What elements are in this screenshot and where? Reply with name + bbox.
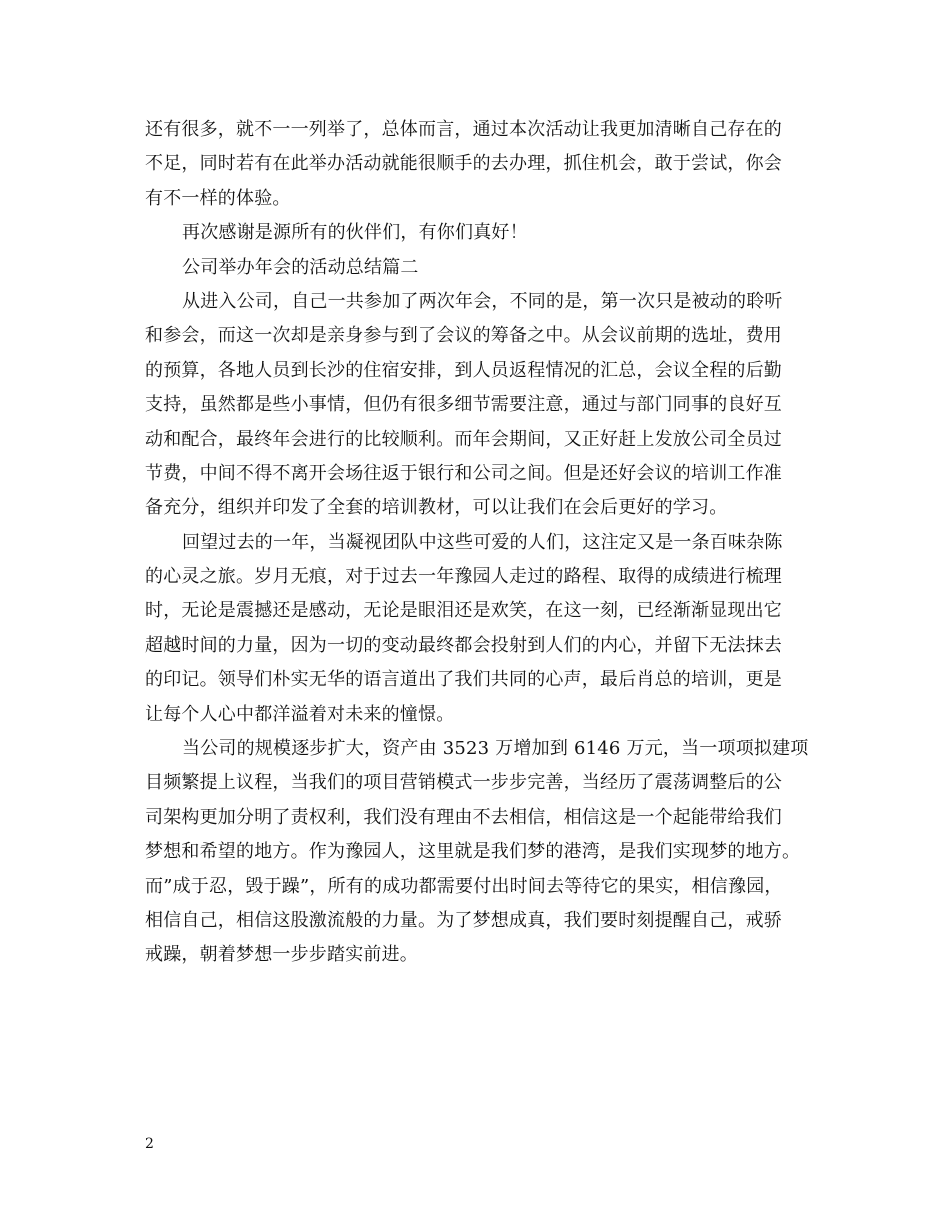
text-line: 还有很多，就不一一列举了，总体而言，通过本次活动让我更加清晰自己存在的 <box>145 119 782 140</box>
text-line: 备充分，组织并印发了全套的培训教材，可以让我们在会后更好的学习。 <box>145 497 728 519</box>
text-line: 有不一样的体验。 <box>145 187 291 209</box>
text-line: 不足，同时若有在此举办活动就能很顺手的去办理，抓住机会，敢于尝试，你会 <box>145 153 782 175</box>
page-number: 2 <box>145 1136 154 1152</box>
text-line: 公司举办年会的活动总结篇二 <box>182 256 419 278</box>
text-line: 节费，中间不得不离开会场往返于银行和公司之间。但是还好会议的培训工作准 <box>145 462 782 484</box>
text-line: 相信自己，相信这股激流般的力量。为了梦想成真，我们要时刻提醒自己，戒骄 <box>145 909 782 931</box>
text-line: 司架构更加分明了责权利，我们没有理由不去相信，相信这是一个起能带给我们 <box>145 806 782 828</box>
text-line: 而”成于忍，毁于躁”，所有的成功都需要付出时间去等待它的果实，相信豫园， <box>145 875 783 897</box>
text-line: 超越时间的力量，因为一切的变动最终都会投射到人们的内心，并留下无法抹去 <box>145 634 782 656</box>
text-line: 梦想和希望的地方。作为豫园人，这里就是我们梦的港湾，是我们实现梦的地方。 <box>145 841 801 863</box>
text-line: 当公司的规模逐步扩大，资产由 3523 万增加到 6146 万元，当一项项拟建项 <box>182 738 809 760</box>
text-line: 和参会，而这一次却是亲身参与到了会议的筹备之中。从会议前期的选址，费用 <box>145 325 782 347</box>
text-line: 目频繁提上议程，当我们的项目营销模式一步步完善，当经历了震荡调整后的公 <box>145 772 782 794</box>
text-line: 让每个人心中都洋溢着对未来的憧憬。 <box>145 703 455 725</box>
text-line: 戒躁，朝着梦想一步步踏实前进。 <box>145 944 418 966</box>
text-line: 的心灵之旅。岁月无痕，对于过去一年豫园人走过的路程、取得的成绩进行梳理 <box>145 566 782 588</box>
text-line: 支持，虽然都是些小事情，但仍有很多细节需要注意，通过与部门同事的良好互 <box>145 394 782 416</box>
text-line: 的印记。领导们朴实无华的语言道出了我们共同的心声，最后肖总的培训，更是 <box>145 669 782 691</box>
text-line: 再次感谢是源所有的伙伴们，有你们真好！ <box>182 222 528 244</box>
text-line: 时，无论是震撼还是感动，无论是眼泪还是欢笑，在这一刻，已经渐渐显现出它 <box>145 600 782 622</box>
text-line: 从进入公司，自己一共参加了两次年会，不同的是，第一次只是被动的聆听 <box>182 290 783 312</box>
text-line: 动和配合，最终年会进行的比较顺利。而年会期间，又正好赶上发放公司全员过 <box>145 428 782 450</box>
text-line: 的预算，各地人员到长沙的住宿安排，到人员返程情况的汇总，会议全程的后勤 <box>145 359 782 381</box>
document-body <box>145 113 810 973</box>
text-line: 回望过去的一年，当凝视团队中这些可爱的人们，这注定又是一条百味杂陈 <box>182 531 783 553</box>
